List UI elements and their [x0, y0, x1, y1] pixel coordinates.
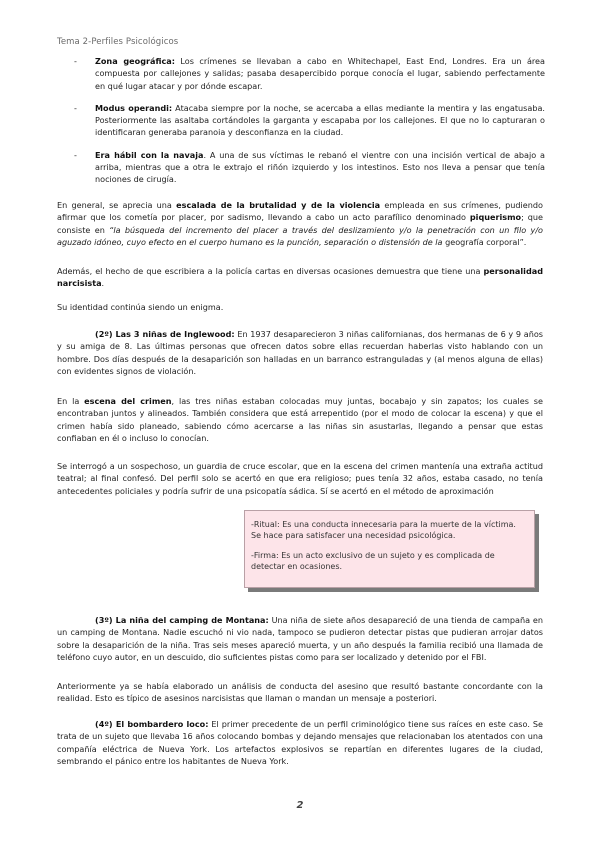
- paragraph-enigma: Su identidad continúa siendo un enigma.: [57, 302, 224, 312]
- paragraph-escena-crimen: [57, 395, 543, 445]
- running-header: Tema 2-Perfiles Psicológicos: [57, 37, 179, 47]
- note-firma: -Firma: Es un acto exclusivo de un sujeto y es complicada de detectar en ocasiones.: [251, 551, 495, 571]
- text-run: En general, se aprecia una: [57, 200, 177, 210]
- text-run: Además, el hecho de que escribiera a la policía cartas en diversas ocasiones demuestra que tiene una: [57, 266, 484, 276]
- bullet-item-zona-geografica: [57, 55, 545, 92]
- text-run: El primer precedente de un perfil criminológico tiene sus raíces en este caso. Se trata de un sujeto que llevaba 16 años colocando bombas y dejando mensajes que relacionaban los atentados con una compañía eléctrica de Nueva York. Los artefactos explosivos se repartían en diferentes lugares de la ciudad, sembrando el pánico entre los habitantes de Nueva York.: [57, 719, 544, 767]
- bold-phrase: escalada de la brutalidad y de la violencia: [176, 200, 381, 210]
- paragraph-escalada: [57, 199, 543, 249]
- paragraph-narcisista: [57, 265, 543, 290]
- bullet-term: Modus operandi:: [95, 102, 173, 113]
- bullet-text: . A una de sus víctimas le rebanó el vientre con una incisión vertical de abajo a arriba, mientras que a otra le extrajo el riñón izquierdo y los intestinos. Esto nos lleva a pensar que tenía nociones de cirugía.: [95, 149, 546, 185]
- paragraph-inglewood: [57, 328, 543, 378]
- bullet-term: Zona geográfica:: [95, 56, 175, 66]
- bullet-dash: -: [74, 149, 77, 160]
- note-ritual: -Ritual: Es una conducta innecesaria para la muerte de la víctima. Se hace para satisfacer una necesidad psicológica.: [251, 520, 516, 540]
- paragraph-montana: [57, 614, 543, 664]
- text-run: En la: [57, 396, 85, 406]
- paragraph-analisis: Anteriormente ya se había elaborado un análisis de conducta del asesino que resultó bastante concordante con la realidad. Esto es típico de asesinos narcisistas que llaman o mandan un mensaje a posteriori.: [57, 681, 543, 704]
- text-run: En 1937 desaparecieron 3 niñas californianas, dos hermanas de 6 y 9 años y su amiga de 8. Las últimas personas que ofrecen datos sobre ellas recuerdan haberlas visto hablando con un hombre. Dos días después de la desaparición son halladas en un barranco estranguladas y (al menos alguna de ellas) con evidentes signos de violación.: [57, 329, 543, 377]
- case-title: (3º) La niña del camping de Montana:: [95, 615, 269, 625]
- bold-phrase: personalidad narcisista: [57, 266, 543, 289]
- text-run: .: [101, 278, 105, 289]
- italic-quote: “la búsqueda del incremento del placer a través del deslizamiento y/o la penetración con un filo y/o aguzado idóneo, cuyo efecto en el cuerpo humano es la punción, separación o distensión de la: [57, 224, 544, 248]
- bold-phrase: escena del crimen: [84, 396, 172, 406]
- case-title: (2º) Las 3 niñas de Inglewood:: [95, 329, 235, 339]
- sticky-note-callout: [244, 510, 535, 588]
- bullet-term: Era hábil con la navaja: [95, 149, 204, 160]
- text-run: empleada en sus crímenes, pudiendo afirmar que los cometía por placer, por sadismo, llevando a cabo un acto parafílico denominado: [57, 200, 543, 223]
- text-run: geografía corporal”.: [442, 237, 527, 248]
- page-number: 2: [296, 800, 304, 811]
- paragraph-sospechoso: Se interrogó a un sospechoso, un guardia de cruce escolar, que en la escena del crimen mantenía una extraña actitud teatral; al final confesó. Del perfil solo se acertó en que era religioso; pues tenía 32 años, estaba casado, no tenía antecedentes policiales y podría sufrir de una psicopatía sádica. Sí se acertó en el método de aproximación: [57, 461, 543, 496]
- text-run: Una niña de siete años desapareció de una tienda de campaña en un camping de Montana. Nadie escuchó ni vio nada, tampoco se pudieron detectar pistas que pudieran arrojar datos sobre la desaparición de la niña. Tras seis meses apareció muerta, y un año después la familia recibió una llamada de teléfono cuyo autor, en un descuido, dio suficientes pistas como para ser localizado y detenido por el FBI.: [57, 615, 543, 663]
- bullet-dash: -: [74, 56, 77, 66]
- bullet-item-navaja: [57, 149, 545, 186]
- paragraph-bombardero: [57, 718, 543, 768]
- bold-term-piquerismo: piquerismo: [469, 212, 522, 223]
- text-run: ; que consiste en: [57, 212, 543, 235]
- bullet-item-modus-operandi: [57, 102, 545, 139]
- bullet-text: Atacaba siempre por la noche, se acercaba a ellas mediante la mentira y las engatusaba. Posteriormente las asaltaba cortándoles la garganta y escapaba por los callejones. El que no lo capturaran o identificaran generaba paranoia y desconfianza en la ciudad.: [95, 102, 545, 138]
- bullet-dash: -: [74, 102, 77, 113]
- bullet-list: [57, 55, 545, 196]
- case-title: (4º) El bombardero loco:: [95, 719, 209, 729]
- bullet-text: Los crímenes se llevaban a cabo en Whitechapel, East End, Londres. Era un área compuesta por callejones y salidas; pasaba desapercibido porque conocía el lugar, sabiendo perfectamente en qué lugar atacar y por dónde escapar.: [95, 56, 545, 91]
- text-run: , las tres niñas estaban colocadas muy juntas, bocabajo y sin zapatos; los cuales se encontraban juntos y alineados. También considera que está arrepentido (por el modo de colocar la escena) y que el crimen había sido planeado, sabiendo cómo acercarse a las niñas sin asustarlas, llegando a pensar que estas confiaban en él o incluso lo conocían.: [57, 396, 543, 444]
